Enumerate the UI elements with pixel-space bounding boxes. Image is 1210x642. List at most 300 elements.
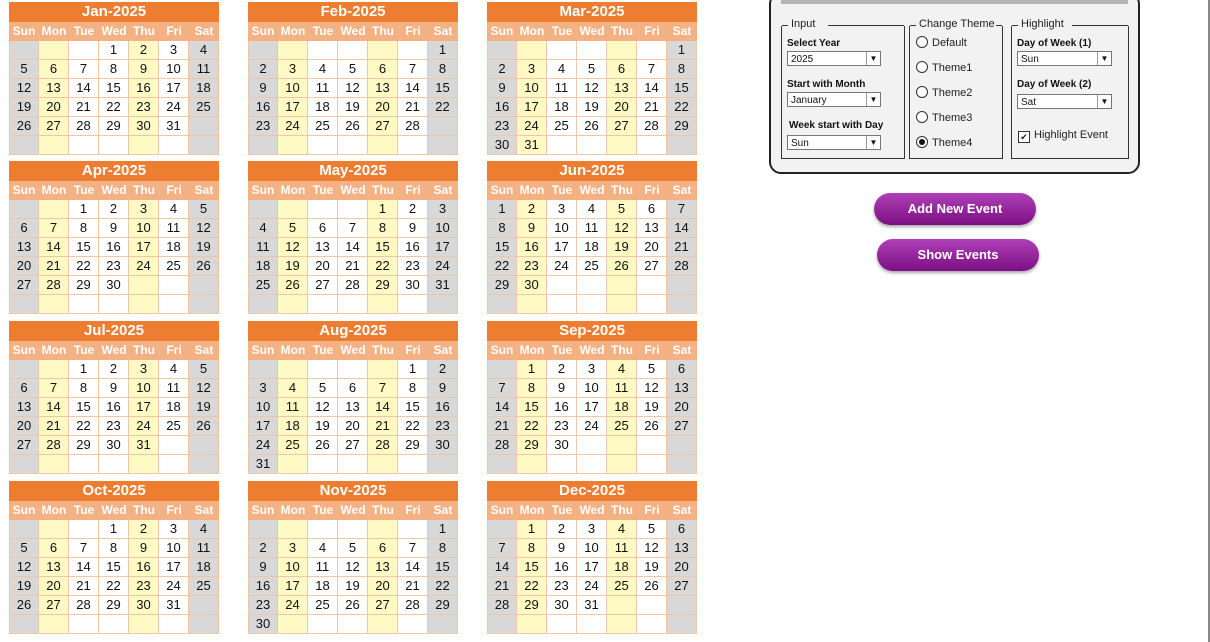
day-cell[interactable]: 9 — [129, 60, 159, 79]
day-cell[interactable]: 1 — [69, 200, 99, 219]
day-cell[interactable]: 10 — [159, 60, 189, 79]
day-cell[interactable]: 13 — [637, 219, 667, 238]
day-cell[interactable]: 27 — [368, 117, 398, 136]
day-cell[interactable]: 20 — [39, 577, 69, 596]
day-cell[interactable]: 10 — [278, 79, 308, 98]
day-cell[interactable]: 24 — [129, 417, 159, 436]
day-cell[interactable] — [368, 41, 398, 60]
day-cell[interactable] — [99, 136, 129, 155]
day-cell[interactable] — [637, 596, 667, 615]
day-cell[interactable] — [607, 41, 637, 60]
day-cell[interactable] — [159, 615, 189, 634]
day-cell[interactable]: 27 — [9, 276, 39, 295]
day-cell[interactable] — [637, 41, 667, 60]
day-cell[interactable]: 12 — [338, 558, 368, 577]
day-cell[interactable] — [69, 136, 99, 155]
day-cell[interactable]: 30 — [248, 615, 278, 634]
day-cell[interactable] — [248, 136, 278, 155]
day-cell[interactable]: 3 — [428, 200, 458, 219]
day-cell[interactable]: 29 — [398, 436, 428, 455]
day-cell[interactable] — [129, 295, 159, 314]
day-cell[interactable]: 9 — [248, 558, 278, 577]
day-cell[interactable] — [547, 455, 577, 474]
day-cell[interactable] — [338, 295, 368, 314]
day-cell[interactable] — [278, 455, 308, 474]
day-cell[interactable]: 14 — [487, 558, 517, 577]
theme-radio-theme3[interactable] — [916, 111, 972, 124]
day-cell[interactable]: 18 — [308, 577, 338, 596]
radio-icon[interactable] — [916, 86, 928, 98]
day-cell[interactable]: 3 — [517, 60, 547, 79]
day-cell[interactable]: 12 — [607, 219, 637, 238]
day-cell[interactable]: 15 — [428, 79, 458, 98]
day-cell[interactable]: 7 — [368, 379, 398, 398]
theme-radio-theme4[interactable] — [916, 136, 972, 149]
day-cell[interactable] — [398, 295, 428, 314]
day-cell[interactable]: 13 — [667, 539, 697, 558]
day-cell[interactable]: 1 — [517, 360, 547, 379]
day-cell[interactable]: 27 — [637, 257, 667, 276]
day-cell[interactable]: 5 — [308, 379, 338, 398]
day-cell[interactable]: 24 — [547, 257, 577, 276]
day-cell[interactable] — [9, 295, 39, 314]
day-cell[interactable]: 29 — [99, 117, 129, 136]
day-cell[interactable] — [398, 520, 428, 539]
day-cell[interactable] — [637, 136, 667, 155]
day-cell[interactable]: 28 — [398, 117, 428, 136]
day-cell[interactable]: 29 — [428, 596, 458, 615]
day-cell[interactable]: 18 — [248, 257, 278, 276]
day-cell[interactable]: 10 — [428, 219, 458, 238]
day-cell[interactable] — [607, 295, 637, 314]
day-cell[interactable]: 23 — [99, 417, 129, 436]
day-cell[interactable]: 13 — [607, 79, 637, 98]
day-cell[interactable]: 12 — [9, 558, 39, 577]
day-cell[interactable]: 22 — [517, 577, 547, 596]
day-cell[interactable]: 19 — [577, 98, 607, 117]
day-cell[interactable]: 15 — [99, 558, 129, 577]
day-cell[interactable]: 5 — [278, 219, 308, 238]
day-cell[interactable]: 19 — [278, 257, 308, 276]
chevron-down-icon[interactable]: ▼ — [866, 136, 880, 149]
day-cell[interactable]: 9 — [428, 379, 458, 398]
day-cell[interactable] — [69, 520, 99, 539]
day-cell[interactable]: 11 — [308, 79, 338, 98]
day-cell[interactable] — [308, 136, 338, 155]
day-cell[interactable] — [487, 360, 517, 379]
day-cell[interactable]: 26 — [637, 577, 667, 596]
day-cell[interactable] — [9, 520, 39, 539]
day-cell[interactable]: 26 — [308, 436, 338, 455]
day-cell[interactable]: 31 — [517, 136, 547, 155]
day-cell[interactable] — [248, 41, 278, 60]
day-cell[interactable] — [637, 276, 667, 295]
day-cell[interactable]: 30 — [487, 136, 517, 155]
day-cell[interactable]: 15 — [428, 558, 458, 577]
day-cell[interactable] — [99, 615, 129, 634]
day-cell[interactable]: 8 — [428, 539, 458, 558]
day-cell[interactable]: 4 — [159, 200, 189, 219]
day-cell[interactable]: 30 — [547, 436, 577, 455]
day-cell[interactable]: 27 — [338, 436, 368, 455]
day-cell[interactable]: 28 — [487, 436, 517, 455]
day-cell[interactable]: 18 — [547, 98, 577, 117]
day-cell[interactable]: 17 — [248, 417, 278, 436]
day-cell[interactable]: 25 — [278, 436, 308, 455]
day-cell[interactable] — [9, 136, 39, 155]
day-cell[interactable]: 16 — [99, 398, 129, 417]
day-cell[interactable] — [577, 436, 607, 455]
day-cell[interactable] — [607, 615, 637, 634]
day-cell[interactable] — [39, 41, 69, 60]
day-cell[interactable]: 14 — [487, 398, 517, 417]
day-cell[interactable]: 6 — [637, 200, 667, 219]
day-cell[interactable]: 30 — [129, 596, 159, 615]
day-cell[interactable] — [338, 41, 368, 60]
day-cell[interactable]: 2 — [428, 360, 458, 379]
day-cell[interactable] — [278, 295, 308, 314]
day-cell[interactable]: 26 — [189, 417, 219, 436]
day-cell[interactable] — [129, 136, 159, 155]
day-cell[interactable]: 13 — [667, 379, 697, 398]
day-cell[interactable]: 28 — [368, 436, 398, 455]
day-cell[interactable]: 22 — [398, 417, 428, 436]
day-cell[interactable] — [637, 295, 667, 314]
day-cell[interactable]: 4 — [159, 360, 189, 379]
day-cell[interactable] — [248, 295, 278, 314]
day-cell[interactable]: 2 — [487, 60, 517, 79]
day-cell[interactable]: 14 — [637, 79, 667, 98]
day-cell[interactable]: 25 — [308, 596, 338, 615]
day-cell[interactable] — [278, 520, 308, 539]
day-cell[interactable]: 20 — [637, 238, 667, 257]
day-cell[interactable]: 29 — [517, 436, 547, 455]
day-cell[interactable]: 5 — [9, 60, 39, 79]
day-cell[interactable]: 5 — [9, 539, 39, 558]
day-cell[interactable]: 24 — [577, 417, 607, 436]
day-cell[interactable]: 5 — [338, 539, 368, 558]
day-cell[interactable]: 8 — [368, 219, 398, 238]
day-cell[interactable]: 28 — [39, 276, 69, 295]
day-cell[interactable] — [189, 436, 219, 455]
day-cell[interactable]: 25 — [607, 417, 637, 436]
day-cell[interactable]: 13 — [9, 398, 39, 417]
day-cell[interactable]: 7 — [667, 200, 697, 219]
day-cell[interactable] — [338, 200, 368, 219]
day-cell[interactable]: 5 — [189, 200, 219, 219]
day-cell[interactable]: 23 — [428, 417, 458, 436]
day-cell[interactable] — [428, 295, 458, 314]
day-cell[interactable] — [248, 360, 278, 379]
day-cell[interactable] — [9, 615, 39, 634]
day-cell[interactable]: 27 — [39, 596, 69, 615]
day-cell[interactable]: 19 — [607, 238, 637, 257]
day-cell[interactable]: 19 — [9, 98, 39, 117]
show-events-button[interactable]: Show Events — [877, 239, 1039, 271]
day-cell[interactable]: 1 — [517, 520, 547, 539]
day-cell[interactable]: 29 — [69, 436, 99, 455]
chevron-down-icon[interactable]: ▼ — [866, 52, 880, 65]
day-cell[interactable]: 7 — [39, 379, 69, 398]
day-cell[interactable] — [667, 276, 697, 295]
day-cell[interactable]: 8 — [517, 379, 547, 398]
day-cell[interactable] — [39, 520, 69, 539]
day-cell[interactable] — [577, 276, 607, 295]
day-cell[interactable]: 13 — [368, 558, 398, 577]
day-cell[interactable]: 11 — [189, 539, 219, 558]
day-cell[interactable]: 3 — [577, 520, 607, 539]
day-cell[interactable] — [667, 615, 697, 634]
day-cell[interactable]: 10 — [517, 79, 547, 98]
day-cell[interactable] — [189, 117, 219, 136]
day-cell[interactable]: 15 — [368, 238, 398, 257]
day-cell[interactable]: 22 — [428, 98, 458, 117]
day-cell[interactable] — [607, 596, 637, 615]
day-cell[interactable]: 24 — [428, 257, 458, 276]
dow1-dropdown[interactable] — [1017, 51, 1112, 66]
day-cell[interactable]: 14 — [39, 238, 69, 257]
day-cell[interactable]: 10 — [129, 219, 159, 238]
day-cell[interactable] — [338, 455, 368, 474]
day-cell[interactable]: 20 — [9, 257, 39, 276]
day-cell[interactable] — [368, 295, 398, 314]
day-cell[interactable] — [189, 455, 219, 474]
day-cell[interactable] — [308, 455, 338, 474]
day-cell[interactable] — [577, 41, 607, 60]
day-cell[interactable]: 6 — [39, 539, 69, 558]
day-cell[interactable]: 18 — [189, 79, 219, 98]
theme-radio-theme1[interactable] — [916, 61, 972, 74]
chevron-down-icon[interactable]: ▼ — [1097, 52, 1111, 65]
day-cell[interactable]: 20 — [9, 417, 39, 436]
day-cell[interactable]: 7 — [69, 539, 99, 558]
day-cell[interactable]: 25 — [248, 276, 278, 295]
day-cell[interactable]: 8 — [517, 539, 547, 558]
day-cell[interactable]: 8 — [69, 219, 99, 238]
day-cell[interactable]: 6 — [9, 219, 39, 238]
day-cell[interactable] — [39, 615, 69, 634]
day-cell[interactable]: 22 — [99, 98, 129, 117]
day-cell[interactable]: 28 — [398, 596, 428, 615]
day-cell[interactable] — [517, 41, 547, 60]
day-cell[interactable]: 28 — [39, 436, 69, 455]
day-cell[interactable] — [667, 295, 697, 314]
day-cell[interactable]: 9 — [547, 539, 577, 558]
day-cell[interactable]: 2 — [398, 200, 428, 219]
day-cell[interactable]: 21 — [637, 98, 667, 117]
day-cell[interactable]: 8 — [99, 539, 129, 558]
day-cell[interactable]: 30 — [547, 596, 577, 615]
day-cell[interactable]: 2 — [99, 360, 129, 379]
day-cell[interactable] — [338, 136, 368, 155]
day-cell[interactable]: 13 — [9, 238, 39, 257]
day-cell[interactable]: 5 — [607, 200, 637, 219]
day-cell[interactable]: 13 — [308, 238, 338, 257]
radio-icon[interactable] — [916, 111, 928, 123]
day-cell[interactable]: 20 — [338, 417, 368, 436]
day-cell[interactable]: 4 — [577, 200, 607, 219]
day-cell[interactable]: 6 — [9, 379, 39, 398]
day-cell[interactable]: 22 — [667, 98, 697, 117]
day-cell[interactable]: 19 — [338, 577, 368, 596]
day-cell[interactable]: 12 — [9, 79, 39, 98]
day-cell[interactable]: 17 — [278, 577, 308, 596]
day-cell[interactable]: 8 — [667, 60, 697, 79]
day-cell[interactable]: 11 — [159, 219, 189, 238]
day-cell[interactable] — [189, 295, 219, 314]
day-cell[interactable]: 17 — [159, 79, 189, 98]
day-cell[interactable] — [368, 615, 398, 634]
day-cell[interactable]: 17 — [129, 238, 159, 257]
day-cell[interactable]: 16 — [248, 577, 278, 596]
day-cell[interactable] — [69, 295, 99, 314]
day-cell[interactable]: 22 — [368, 257, 398, 276]
day-cell[interactable]: 10 — [248, 398, 278, 417]
day-cell[interactable]: 31 — [248, 455, 278, 474]
day-cell[interactable] — [99, 455, 129, 474]
day-cell[interactable]: 25 — [607, 577, 637, 596]
day-cell[interactable] — [189, 136, 219, 155]
day-cell[interactable]: 21 — [398, 98, 428, 117]
day-cell[interactable] — [129, 455, 159, 474]
start-month-dropdown[interactable] — [787, 92, 881, 107]
day-cell[interactable]: 1 — [69, 360, 99, 379]
day-cell[interactable] — [428, 615, 458, 634]
day-cell[interactable] — [547, 136, 577, 155]
day-cell[interactable]: 21 — [487, 577, 517, 596]
day-cell[interactable]: 15 — [517, 558, 547, 577]
day-cell[interactable] — [607, 276, 637, 295]
day-cell[interactable]: 1 — [428, 520, 458, 539]
day-cell[interactable]: 28 — [637, 117, 667, 136]
day-cell[interactable]: 10 — [129, 379, 159, 398]
day-cell[interactable]: 30 — [99, 276, 129, 295]
day-cell[interactable]: 19 — [637, 558, 667, 577]
day-cell[interactable] — [577, 136, 607, 155]
day-cell[interactable]: 9 — [398, 219, 428, 238]
day-cell[interactable]: 15 — [667, 79, 697, 98]
day-cell[interactable]: 24 — [159, 577, 189, 596]
day-cell[interactable]: 13 — [39, 79, 69, 98]
day-cell[interactable] — [487, 41, 517, 60]
checkmark-icon[interactable]: ✔ — [1018, 131, 1030, 143]
day-cell[interactable]: 10 — [577, 539, 607, 558]
day-cell[interactable]: 28 — [69, 596, 99, 615]
day-cell[interactable]: 23 — [99, 257, 129, 276]
day-cell[interactable]: 6 — [667, 520, 697, 539]
day-cell[interactable] — [637, 615, 667, 634]
day-cell[interactable]: 5 — [577, 60, 607, 79]
day-cell[interactable]: 11 — [308, 558, 338, 577]
day-cell[interactable]: 16 — [428, 398, 458, 417]
day-cell[interactable]: 11 — [278, 398, 308, 417]
day-cell[interactable] — [428, 455, 458, 474]
day-cell[interactable]: 14 — [39, 398, 69, 417]
day-cell[interactable]: 26 — [338, 117, 368, 136]
day-cell[interactable]: 29 — [99, 596, 129, 615]
day-cell[interactable]: 1 — [99, 41, 129, 60]
radio-icon[interactable] — [916, 36, 928, 48]
day-cell[interactable] — [667, 136, 697, 155]
day-cell[interactable]: 4 — [248, 219, 278, 238]
day-cell[interactable]: 18 — [159, 238, 189, 257]
radio-icon[interactable] — [916, 136, 928, 148]
day-cell[interactable]: 24 — [129, 257, 159, 276]
day-cell[interactable]: 4 — [308, 60, 338, 79]
day-cell[interactable]: 16 — [129, 558, 159, 577]
day-cell[interactable] — [278, 136, 308, 155]
day-cell[interactable]: 21 — [69, 98, 99, 117]
day-cell[interactable] — [39, 295, 69, 314]
day-cell[interactable]: 18 — [577, 238, 607, 257]
day-cell[interactable]: 14 — [398, 79, 428, 98]
day-cell[interactable]: 6 — [607, 60, 637, 79]
day-cell[interactable]: 29 — [69, 276, 99, 295]
day-cell[interactable]: 12 — [338, 79, 368, 98]
day-cell[interactable]: 15 — [487, 238, 517, 257]
day-cell[interactable]: 20 — [667, 398, 697, 417]
day-cell[interactable]: 19 — [637, 398, 667, 417]
day-cell[interactable]: 1 — [398, 360, 428, 379]
day-cell[interactable]: 20 — [39, 98, 69, 117]
day-cell[interactable]: 18 — [607, 398, 637, 417]
day-cell[interactable]: 22 — [428, 577, 458, 596]
day-cell[interactable] — [368, 136, 398, 155]
day-cell[interactable]: 10 — [547, 219, 577, 238]
day-cell[interactable]: 26 — [9, 117, 39, 136]
day-cell[interactable]: 9 — [248, 79, 278, 98]
day-cell[interactable]: 24 — [278, 117, 308, 136]
day-cell[interactable]: 15 — [99, 79, 129, 98]
day-cell[interactable] — [428, 117, 458, 136]
day-cell[interactable] — [9, 360, 39, 379]
day-cell[interactable]: 6 — [308, 219, 338, 238]
day-cell[interactable]: 1 — [368, 200, 398, 219]
day-cell[interactable]: 21 — [368, 417, 398, 436]
day-cell[interactable]: 17 — [577, 398, 607, 417]
day-cell[interactable]: 17 — [577, 558, 607, 577]
day-cell[interactable]: 21 — [69, 577, 99, 596]
day-cell[interactable]: 5 — [189, 360, 219, 379]
day-cell[interactable]: 26 — [577, 117, 607, 136]
day-cell[interactable] — [308, 295, 338, 314]
day-cell[interactable]: 21 — [338, 257, 368, 276]
day-cell[interactable]: 25 — [159, 417, 189, 436]
day-cell[interactable]: 12 — [278, 238, 308, 257]
dow2-dropdown[interactable] — [1017, 94, 1112, 109]
day-cell[interactable]: 30 — [398, 276, 428, 295]
day-cell[interactable]: 16 — [547, 558, 577, 577]
day-cell[interactable]: 26 — [189, 257, 219, 276]
day-cell[interactable] — [428, 136, 458, 155]
day-cell[interactable]: 24 — [278, 596, 308, 615]
theme-radio-theme2[interactable] — [916, 86, 972, 99]
day-cell[interactable]: 21 — [398, 577, 428, 596]
day-cell[interactable]: 26 — [607, 257, 637, 276]
day-cell[interactable]: 20 — [368, 98, 398, 117]
day-cell[interactable]: 21 — [667, 238, 697, 257]
day-cell[interactable]: 31 — [428, 276, 458, 295]
day-cell[interactable]: 2 — [547, 520, 577, 539]
day-cell[interactable]: 19 — [9, 577, 39, 596]
day-cell[interactable]: 25 — [189, 577, 219, 596]
day-cell[interactable] — [189, 276, 219, 295]
day-cell[interactable]: 16 — [248, 98, 278, 117]
day-cell[interactable]: 28 — [69, 117, 99, 136]
day-cell[interactable] — [368, 455, 398, 474]
day-cell[interactable] — [278, 615, 308, 634]
day-cell[interactable]: 21 — [39, 257, 69, 276]
